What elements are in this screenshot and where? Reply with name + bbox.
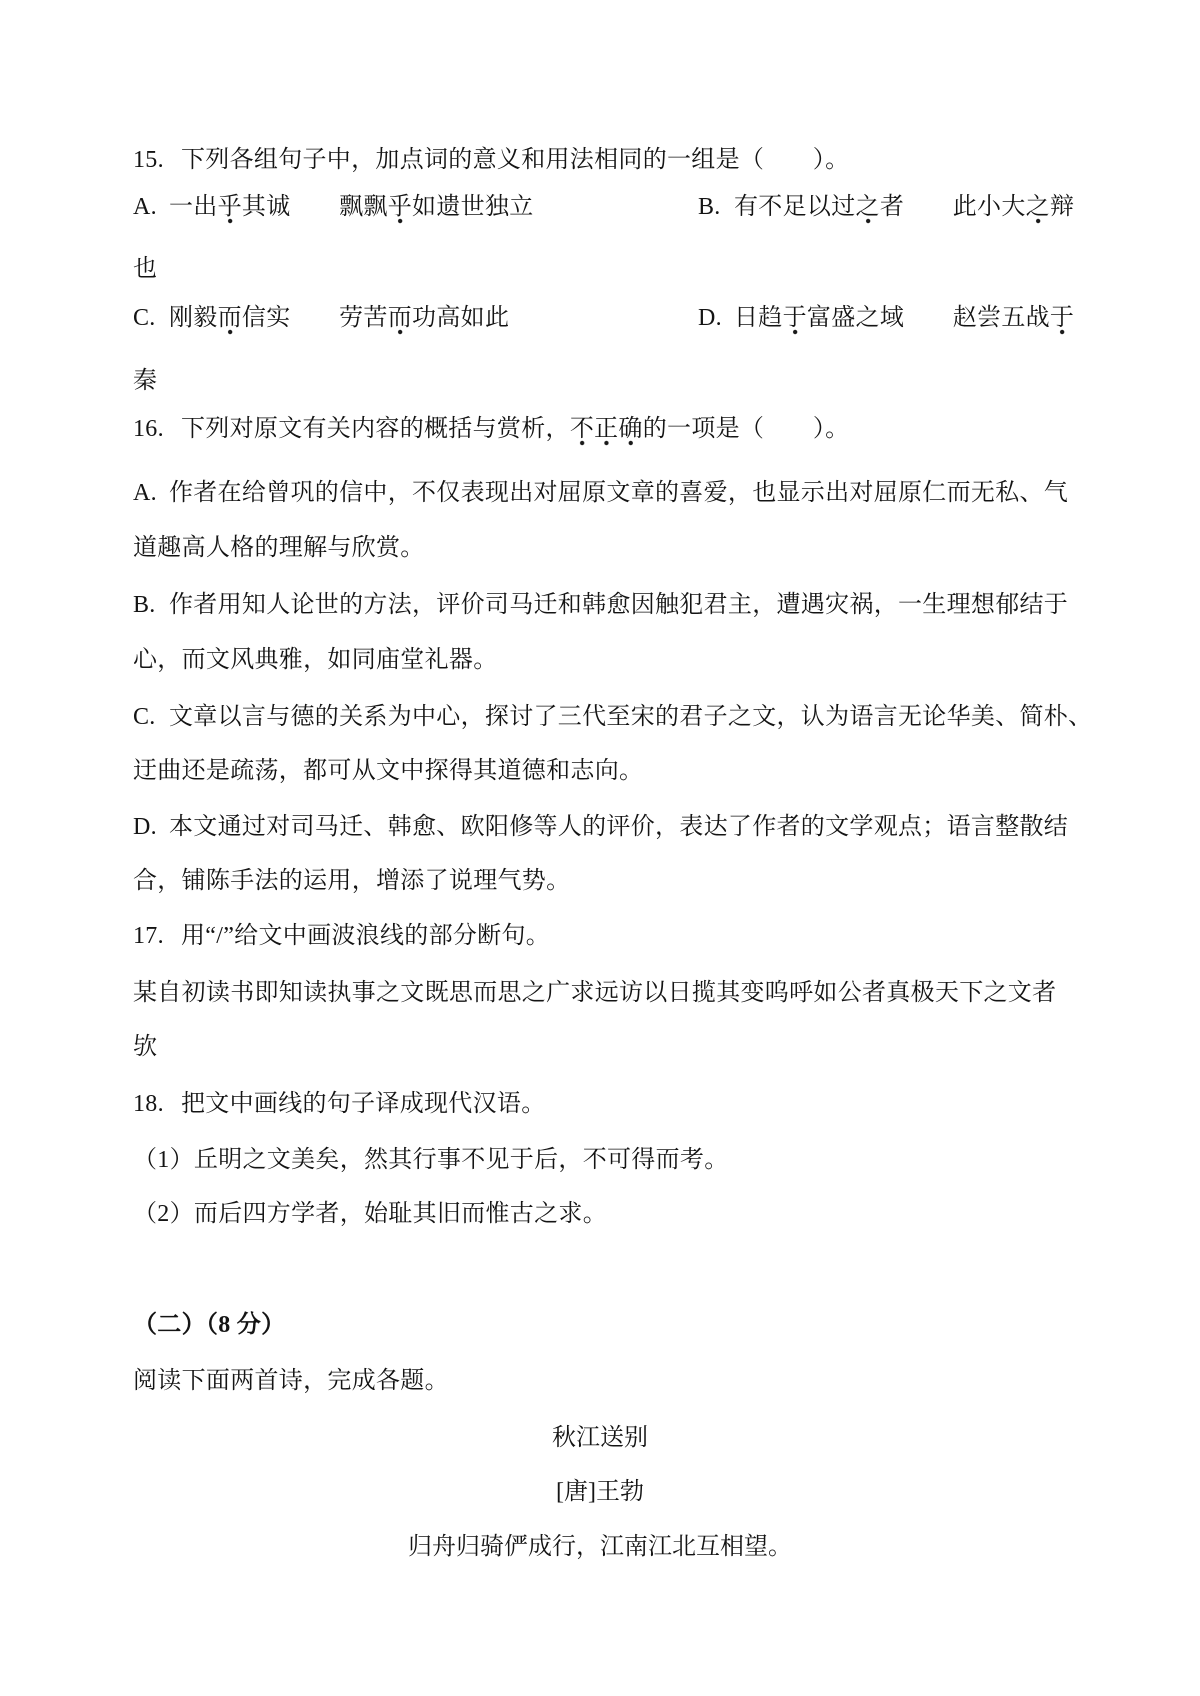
option-label: B.: [133, 592, 156, 618]
option-text: 本文通过对司马迁、韩愈、欧阳修等人的评价，表达了作者的文学观点；语言整散结: [169, 814, 1069, 840]
question-15-stem-line: [133, 146, 849, 174]
translation-item-text: 而后四方学者，始耻其旧而惟古之求。: [193, 1201, 608, 1227]
poem-line: 归舟归骑俨成行，江南江北互相望。: [408, 1534, 792, 1560]
translation-item-text: 丘明之文美矣，然其行事不见于后，不可得而考。: [193, 1147, 729, 1173]
option-sentence-text: 有不足以过: [734, 194, 856, 220]
option-sentence-text: 其诚: [241, 194, 291, 220]
option-label: D.: [133, 814, 157, 840]
dotted-word: 于: [1050, 304, 1074, 336]
poem-title: 秋江送别: [552, 1425, 648, 1451]
option-sentence-text: 信实: [241, 305, 291, 331]
question-17-stem: 用“/”给文中画波浪线的部分断句。: [181, 923, 551, 949]
passage-line: 某自初读书即知读执事之文既思而思之广求远访以日揽其变呜呼如公者真极天下之文者: [133, 980, 1057, 1006]
poem-author: [唐]王勃: [556, 1479, 644, 1505]
translation-item-2: [133, 1200, 607, 1228]
option-line: 心，而文风典雅，如同庙堂礼器。: [133, 647, 498, 673]
option-label: C.: [133, 305, 156, 331]
option-label: C.: [133, 704, 156, 730]
option-sentence-text: 富盛之域: [806, 305, 905, 331]
option-sentence-text: 如遗世独立: [412, 194, 534, 220]
option-text: 文章以言与德的关系为中心，探讨了三代至宋的君子之文，认为语言无论华美、简朴、: [169, 704, 1093, 730]
section-instruction: 阅读下面两首诗，完成各题。: [133, 1368, 449, 1394]
option-line: [133, 479, 1068, 507]
question-16-option-c: [133, 703, 1092, 785]
question-16-option-a: [133, 479, 1068, 562]
question-18-number: 18.: [133, 1091, 164, 1117]
option-sentence-text: 此小大: [952, 194, 1026, 220]
option-sentence-text: 赵尝五战: [952, 305, 1050, 331]
option-text: 作者在给曾巩的信中，不仅表现出对屈原文章的喜爱，也显示出对屈原仁而无私、气: [169, 480, 1069, 506]
option-line: 迂曲还是疏荡，都可从文中探得其道德和志向。: [133, 758, 644, 784]
option-line: 道趣高人格的理解与欣赏。: [133, 535, 425, 561]
question-15-option-d-continued: 秦: [133, 368, 158, 394]
dotted-word: 乎: [388, 193, 412, 225]
dotted-word: 于: [783, 304, 807, 336]
option-text: 作者用知人论世的方法，评价司马迁和韩愈因触犯君主，遭遇灾祸，一生理想郁结于: [169, 592, 1069, 618]
question-15-number: 15.: [133, 147, 164, 173]
dotted-word: 之: [856, 193, 880, 225]
option-sentence-text: 刚毅: [169, 305, 218, 331]
dotted-word: 之: [1026, 193, 1050, 225]
question-17-passage: [133, 979, 1056, 1061]
option-sentence-text: 飘飘: [339, 194, 388, 220]
question-15-options-row-cd: [0, 304, 1200, 332]
passage-line: 欤: [133, 1034, 158, 1060]
question-16-number: 16.: [133, 416, 164, 442]
dotted-word: 乎: [218, 193, 242, 225]
question-17-stem-line: [133, 922, 550, 950]
question-16-stem: 的一项是（ ）。: [642, 416, 850, 442]
question-15-stem: 下列各组句子中，加点词的意义和用法相同的一组是（ ）。: [181, 147, 850, 173]
question-15-option-d: [698, 304, 1074, 332]
translation-item-label: （2）: [133, 1201, 194, 1227]
translation-item-label: （1）: [133, 1147, 194, 1173]
option-line: [133, 591, 1068, 619]
translation-item-1: [133, 1146, 729, 1174]
option-label: D.: [698, 305, 722, 331]
option-sentence-text: 劳苦: [339, 305, 388, 331]
option-sentence-text: 辩: [1049, 194, 1075, 220]
dotted-word: 不正确: [570, 415, 643, 447]
option-line: [133, 813, 1068, 841]
option-label: A.: [133, 480, 157, 506]
question-16-stem-line: [133, 415, 849, 443]
option-line: [133, 703, 1092, 731]
question-16-option-d: [133, 813, 1068, 895]
dotted-word: 而: [388, 304, 412, 336]
question-15-option-b: [698, 193, 1074, 221]
option-sentence-text: 日趋: [734, 305, 783, 331]
question-16-stem: 下列对原文有关内容的概括与赏析，: [181, 416, 570, 442]
option-label: A.: [133, 194, 157, 220]
question-15-option-c: [133, 304, 509, 332]
dotted-word: 而: [218, 304, 242, 336]
option-sentence-text: 者: [879, 194, 905, 220]
question-15-option-a: [133, 193, 534, 221]
question-18-stem: 把文中画线的句子译成现代汉语。: [181, 1091, 546, 1117]
option-label: B.: [698, 194, 721, 220]
question-18-stem-line: [133, 1090, 546, 1118]
question-16-option-b: [133, 591, 1068, 674]
question-17-number: 17.: [133, 923, 164, 949]
question-15-option-b-continued: 也: [133, 256, 158, 282]
option-line: 合，铺陈手法的运用，增添了说理气势。: [133, 868, 571, 894]
option-sentence-text: 功高如此: [412, 305, 510, 331]
question-15-options-row-ab: [0, 193, 1200, 221]
option-sentence-text: 一出: [169, 194, 218, 220]
section-heading: （二）（8 分）: [133, 1312, 286, 1338]
